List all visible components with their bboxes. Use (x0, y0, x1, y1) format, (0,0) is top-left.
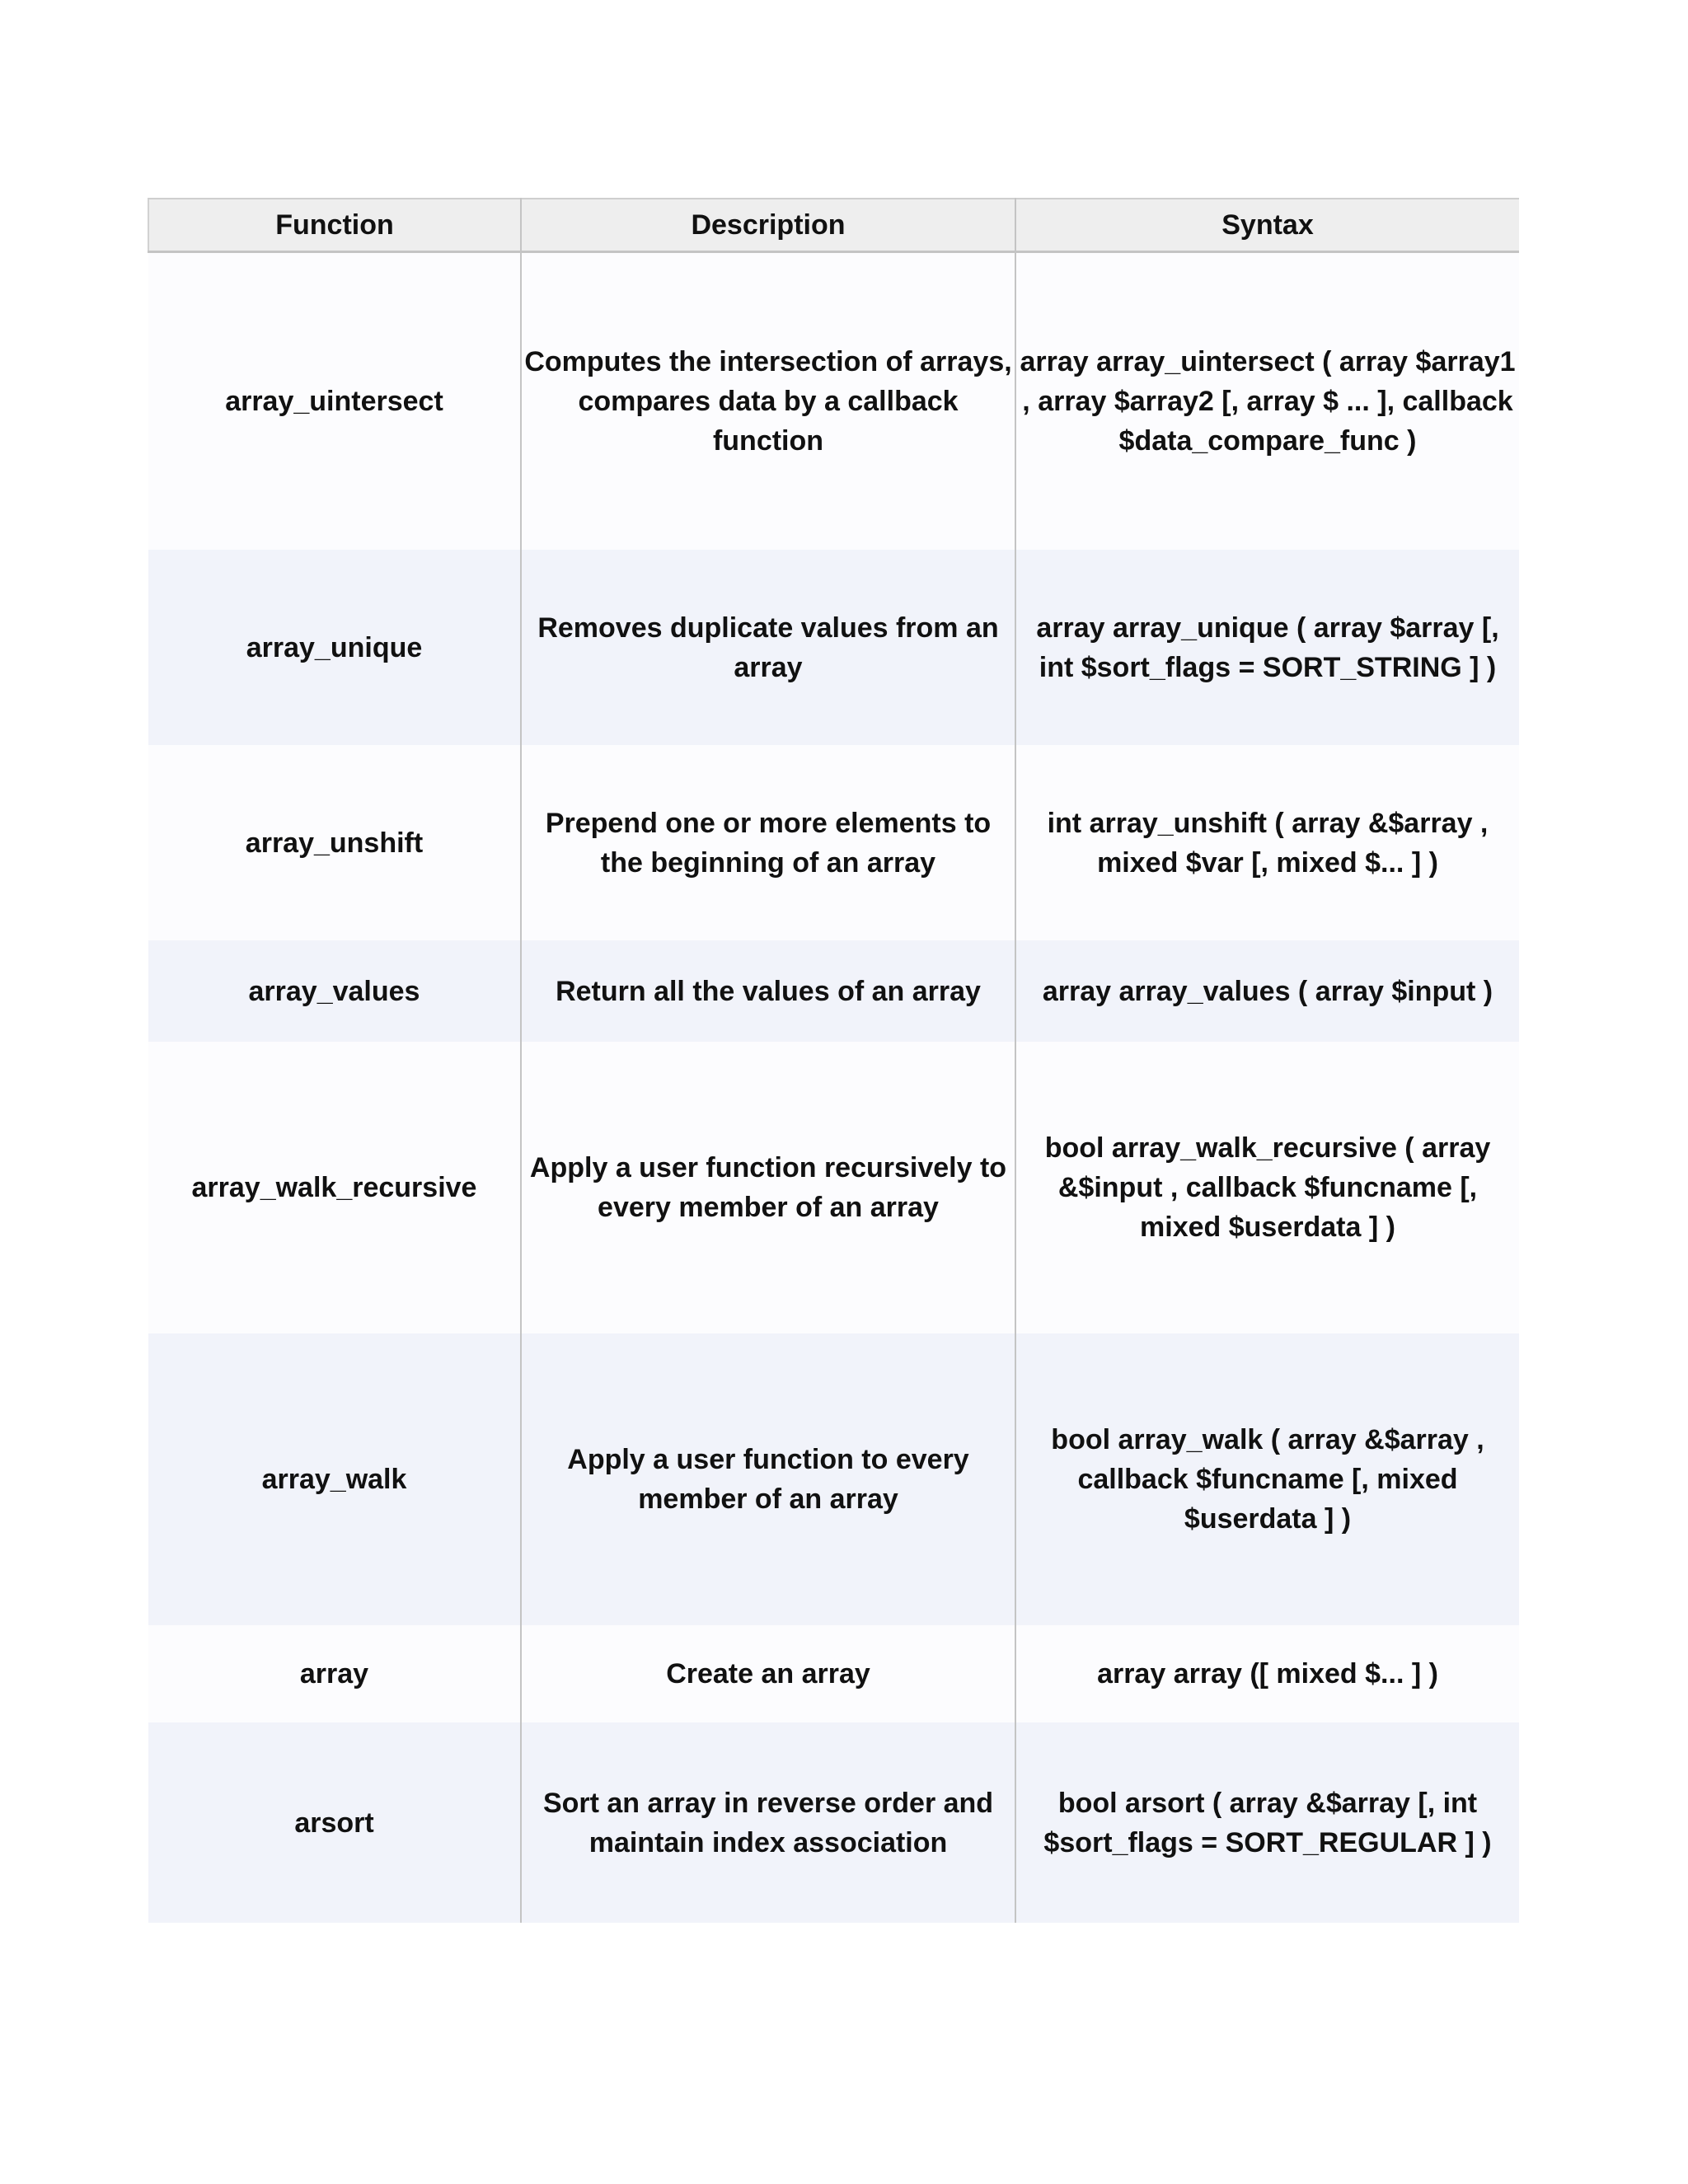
syntax-cell: array array_values ( array $input ) (1015, 940, 1519, 1042)
table-row (148, 1722, 1519, 1923)
table-row (148, 1042, 1519, 1333)
php-array-functions-table (148, 198, 1519, 1923)
table-body (148, 252, 1519, 1924)
function-cell: array_unique (148, 550, 521, 745)
description-cell: Return all the values of an array (521, 940, 1015, 1042)
function-cell: array_values (148, 940, 521, 1042)
syntax-cell: bool arsort ( array &$array [, int $sort_flags = SORT_REGULAR ] ) (1015, 1722, 1519, 1923)
table-header (148, 199, 1519, 252)
syntax-cell: int array_unshift ( array &$array , mixed $var [, mixed $... ] ) (1015, 745, 1519, 940)
header-function: Function (148, 199, 521, 252)
description-cell: Apply a user function to every member of an array (521, 1333, 1015, 1625)
table-row (148, 1625, 1519, 1722)
function-cell: array_uintersect (148, 252, 521, 551)
description-cell: Computes the intersection of arrays, compares data by a callback function (521, 252, 1015, 551)
syntax-cell: array array_uintersect ( array $array1 , array $array2 [, array $ ... ], callback $data_compare_func ) (1015, 252, 1519, 551)
function-cell: array_walk (148, 1333, 521, 1625)
syntax-cell: array array_unique ( array $array [, int $sort_flags = SORT_STRING ] ) (1015, 550, 1519, 745)
syntax-cell: bool array_walk_recursive ( array &$input , callback $funcname [, mixed $userdata ] ) (1015, 1042, 1519, 1333)
header-row (148, 199, 1519, 252)
description-cell: Prepend one or more elements to the beginning of an array (521, 745, 1015, 940)
description-cell: Sort an array in reverse order and maintain index association (521, 1722, 1015, 1923)
syntax-cell: bool array_walk ( array &$array , callback $funcname [, mixed $userdata ] ) (1015, 1333, 1519, 1625)
header-syntax: Syntax (1015, 199, 1519, 252)
description-cell: Create an array (521, 1625, 1015, 1722)
table-row (148, 940, 1519, 1042)
table-row (148, 252, 1519, 551)
description-cell: Removes duplicate values from an array (521, 550, 1015, 745)
table-row (148, 745, 1519, 940)
table-row (148, 1333, 1519, 1625)
function-cell: array_walk_recursive (148, 1042, 521, 1333)
document-page (148, 198, 1518, 1923)
function-cell: arsort (148, 1722, 521, 1923)
syntax-cell: array array ([ mixed $... ] ) (1015, 1625, 1519, 1722)
function-cell: array (148, 1625, 521, 1722)
function-cell: array_unshift (148, 745, 521, 940)
header-description: Description (521, 199, 1015, 252)
description-cell: Apply a user function recursively to every member of an array (521, 1042, 1015, 1333)
table-row (148, 550, 1519, 745)
